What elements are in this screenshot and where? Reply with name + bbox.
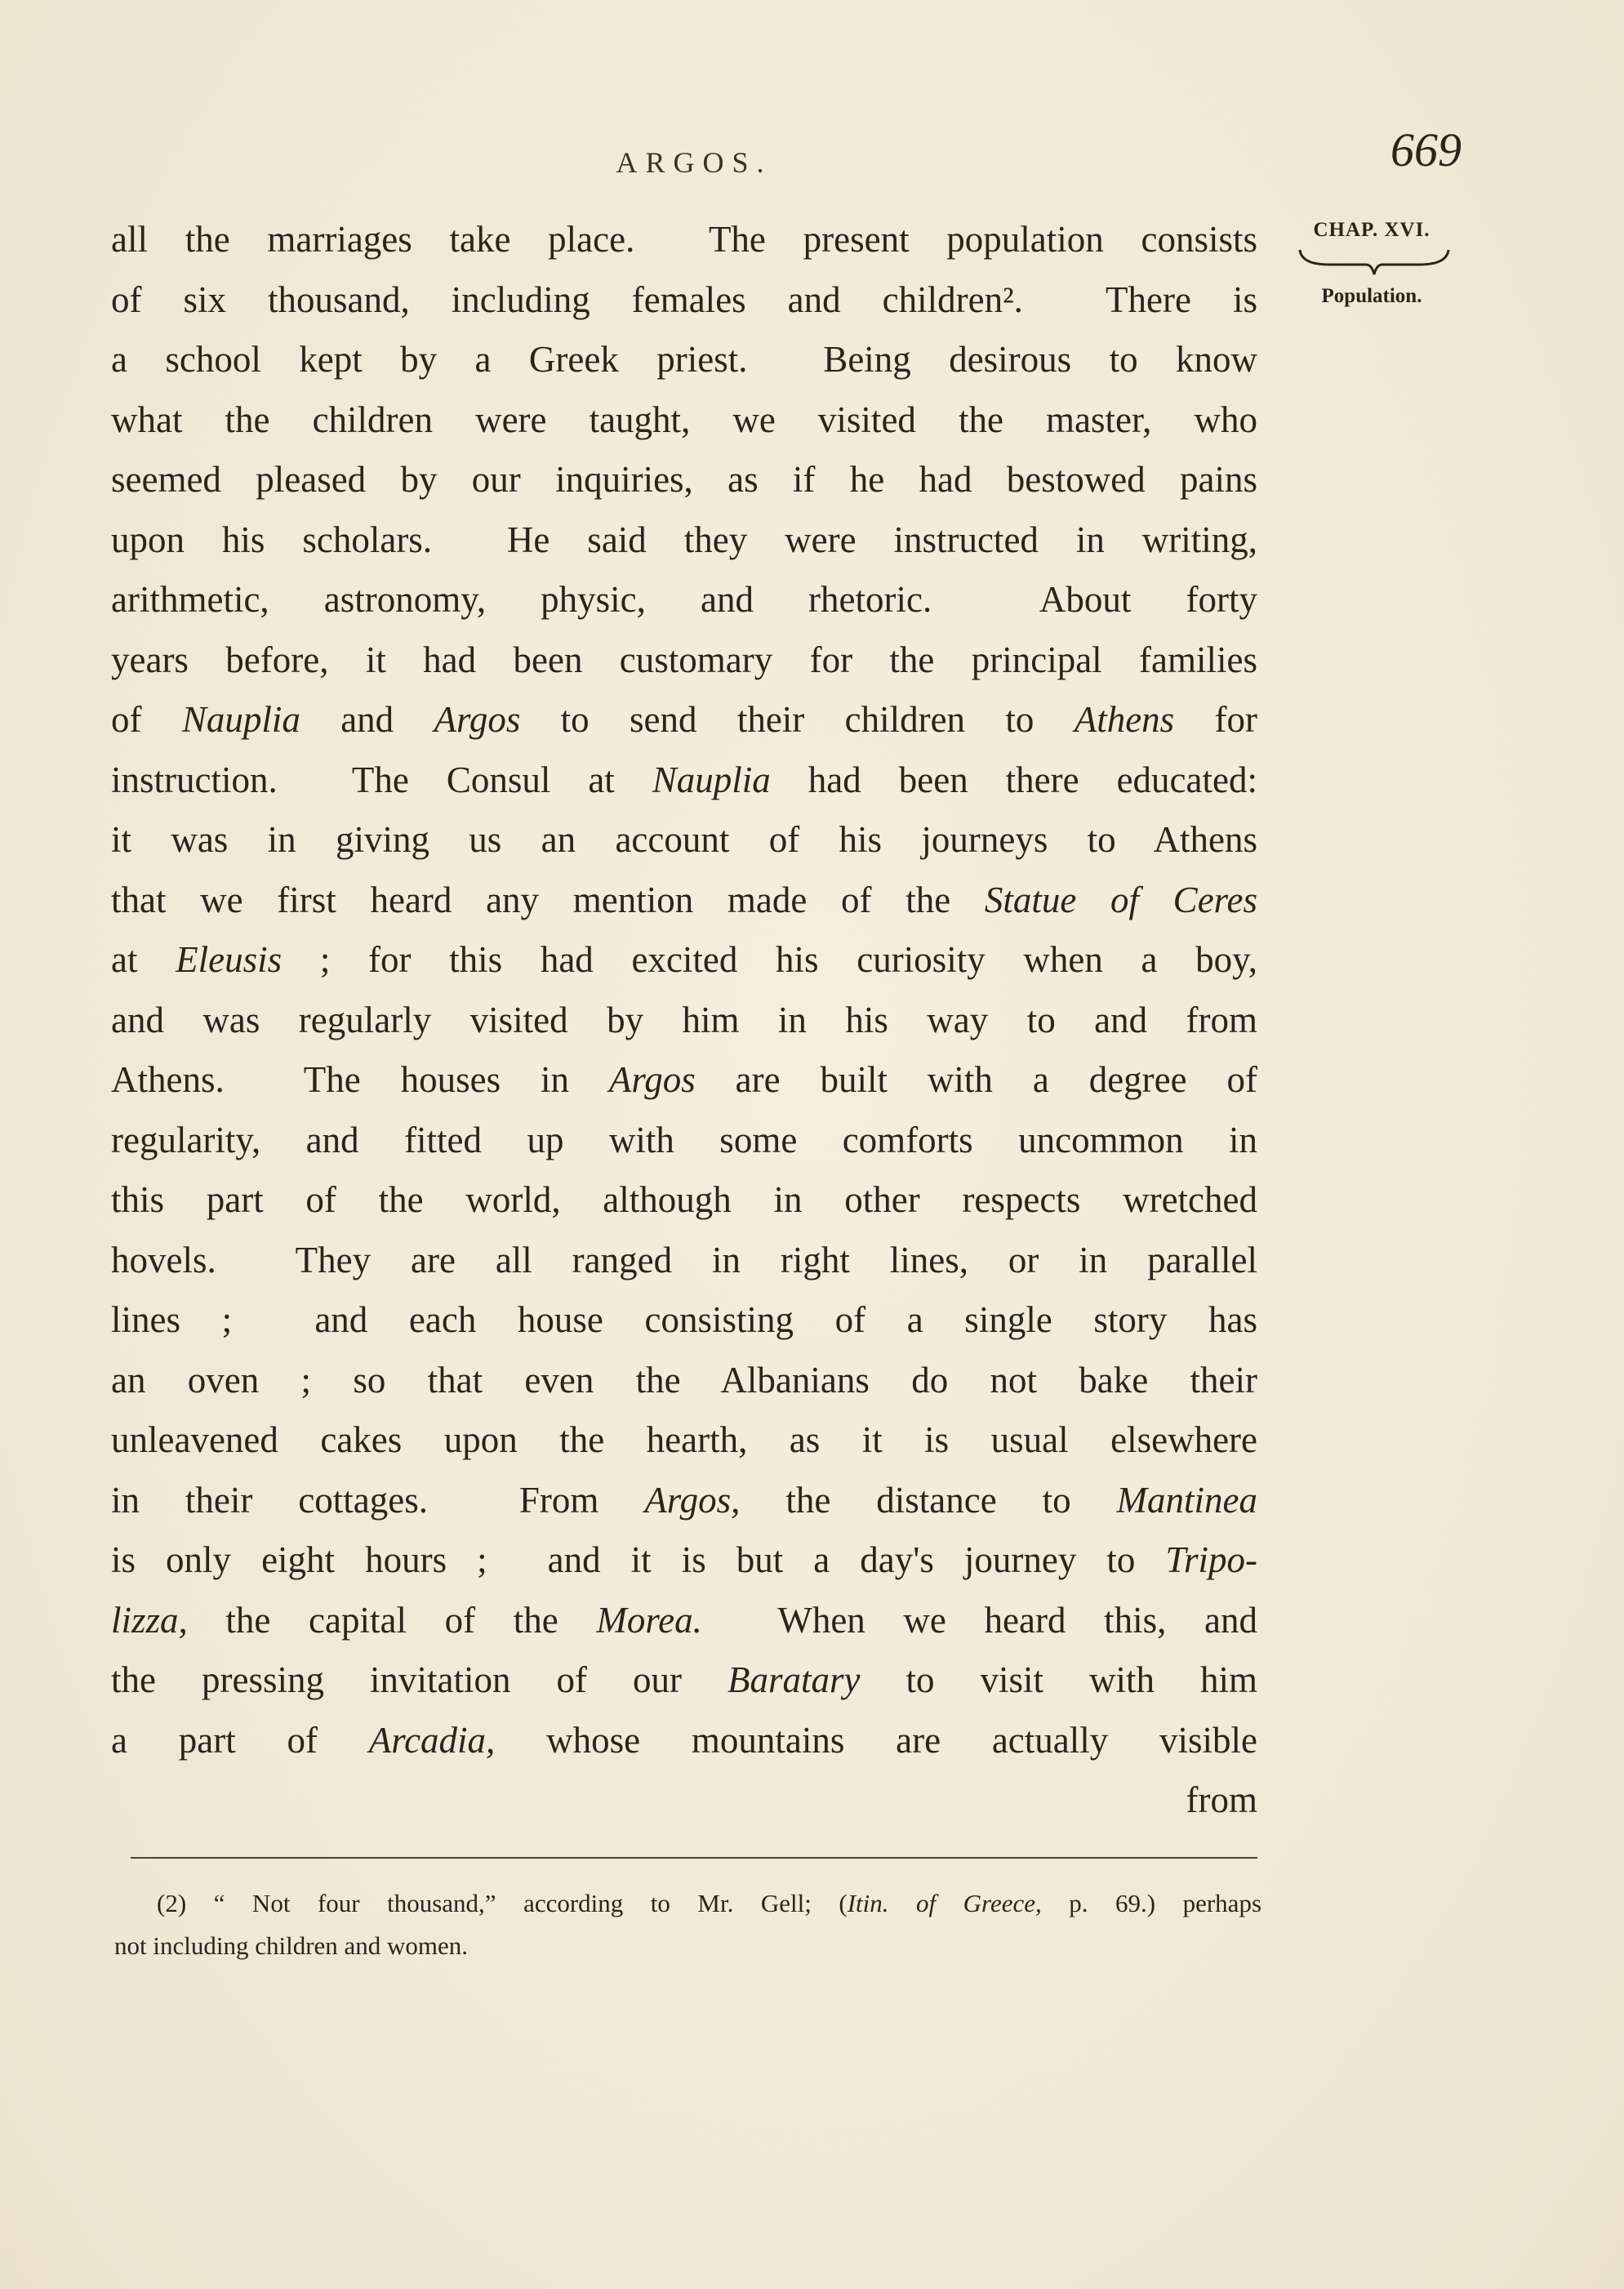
text-run: a part of <box>111 1719 369 1761</box>
text-run: whose mountains are actually visible <box>495 1719 1258 1761</box>
text-line <box>111 450 1257 510</box>
text-line <box>111 1410 1257 1471</box>
italic-text: Statue of Ceres <box>984 879 1257 920</box>
text-run: upon his scholars. He said they were instructed in writing, <box>111 519 1257 560</box>
text-line <box>111 1530 1257 1591</box>
text-run: this part of the world, although in other respects wretched <box>111 1179 1257 1220</box>
text-run: arithmetic, astronomy, physic, and rhetoric. About forty <box>111 579 1257 620</box>
italic-text: Nauplia <box>652 759 771 800</box>
text-run: years before, it had been customary for the principal families <box>111 639 1257 680</box>
footnote <box>114 1882 1261 1967</box>
text-line <box>111 1591 1257 1651</box>
text-line <box>111 1290 1257 1351</box>
text-run: p. 69.) perhaps <box>1041 1889 1262 1917</box>
text-run: the capital of the <box>187 1599 597 1641</box>
text-run: unleavened cakes upon the hearth, as it is usual elsewhere <box>111 1419 1257 1460</box>
text-line <box>111 1050 1257 1111</box>
text-run: instruction. The Consul at <box>111 759 652 800</box>
text-line <box>111 1111 1257 1171</box>
text-line <box>111 330 1257 390</box>
main-text <box>111 210 1257 1831</box>
italic-text: Baratary <box>727 1659 861 1700</box>
italic-text: Itin. of Greece, <box>847 1889 1042 1917</box>
text-line <box>111 1770 1257 1831</box>
text-line <box>111 690 1257 750</box>
text-run: and <box>300 699 434 740</box>
chapter-label: CHAP. XVI. <box>1313 219 1430 241</box>
text-run: are built with a degree of <box>695 1059 1257 1100</box>
text-run: all the marriages take place. The present population consists <box>111 219 1257 260</box>
brace-ornament <box>1297 247 1452 279</box>
text-line <box>111 1650 1257 1711</box>
italic-text: Tripo- <box>1165 1539 1257 1580</box>
text-run: and was regularly visited by him in his way to and from <box>111 999 1257 1040</box>
italic-text: Argos <box>434 699 521 740</box>
text-run: that we first heard any mention made of the <box>111 879 985 920</box>
text-line <box>111 1231 1257 1291</box>
text-line <box>111 390 1257 451</box>
text-run: from <box>1186 1779 1257 1820</box>
text-run: hovels. They are all ranged in right lines, or in parallel <box>111 1239 1257 1280</box>
text-line <box>111 270 1257 331</box>
italic-text: Mantinea <box>1116 1479 1257 1521</box>
text-line <box>111 1170 1257 1231</box>
text-line <box>111 1711 1257 1771</box>
running-head-title: ARGOS. <box>616 146 772 179</box>
italic-text: Athens <box>1074 699 1175 740</box>
text-run: an oven ; so that even the Albanians do not bake their <box>111 1359 1257 1401</box>
text-run: regularity, and fitted up with some comforts uncommon in <box>111 1119 1257 1160</box>
text-line <box>111 1351 1257 1411</box>
text-line <box>111 570 1257 630</box>
italic-text: Morea. <box>596 1599 702 1641</box>
italic-text: Nauplia <box>181 699 300 740</box>
text-line <box>111 210 1257 270</box>
text-line <box>111 991 1257 1051</box>
text-line <box>111 930 1257 991</box>
text-run: the pressing invitation of our <box>111 1659 727 1700</box>
italic-text: Arcadia, <box>368 1719 496 1761</box>
text-line <box>111 871 1257 931</box>
italic-text: Argos <box>608 1059 696 1100</box>
text-line <box>111 810 1257 871</box>
text-run: to send their children to <box>520 699 1075 740</box>
text-run: of six thousand, including females and children². There is <box>111 278 1257 320</box>
footnote-line <box>114 1882 1261 1925</box>
text-run: (2) “ Not four thousand,” according to Mr. Gell; ( <box>157 1889 848 1917</box>
page-number: 669 <box>1390 123 1462 176</box>
italic-text: lizza, <box>111 1599 188 1641</box>
text-run: the distance to <box>740 1479 1117 1521</box>
text-run: of <box>111 699 182 740</box>
footnote-rule <box>131 1857 1257 1859</box>
italic-text: Eleusis <box>176 939 283 980</box>
text-run: had been there educated: <box>770 759 1257 800</box>
text-run: seemed pleased by our inquiries, as if he had bestowed pains <box>111 459 1257 500</box>
text-run: a school kept by a Greek priest. Being desirous to know <box>111 339 1257 380</box>
text-line <box>111 1471 1257 1531</box>
text-run: to visit with him <box>860 1659 1258 1700</box>
footnote-line <box>114 1925 1261 1967</box>
italic-text: Argos, <box>644 1479 741 1521</box>
text-line <box>111 750 1257 811</box>
text-run: at <box>111 939 176 980</box>
text-run: When we heard this, and <box>701 1599 1257 1641</box>
text-run: Athens. The houses in <box>111 1059 609 1100</box>
text-run: it was in giving us an account of his journeys to Athens <box>111 819 1257 860</box>
text-run: not including children and women. <box>114 1931 469 1960</box>
text-line <box>111 510 1257 571</box>
marginal-note-population: Population. <box>1321 285 1422 307</box>
text-run: is only eight hours ; and it is but a day's journey to <box>111 1539 1166 1580</box>
text-line <box>111 630 1257 691</box>
text-run: for <box>1174 699 1257 740</box>
text-run: ; for this had excited his curiosity when a boy, <box>282 939 1257 980</box>
text-run: what the children were taught, we visited the master, who <box>111 399 1257 440</box>
text-run: lines ; and each house consisting of a single story has <box>111 1299 1257 1340</box>
text-run: in their cottages. From <box>111 1479 645 1521</box>
